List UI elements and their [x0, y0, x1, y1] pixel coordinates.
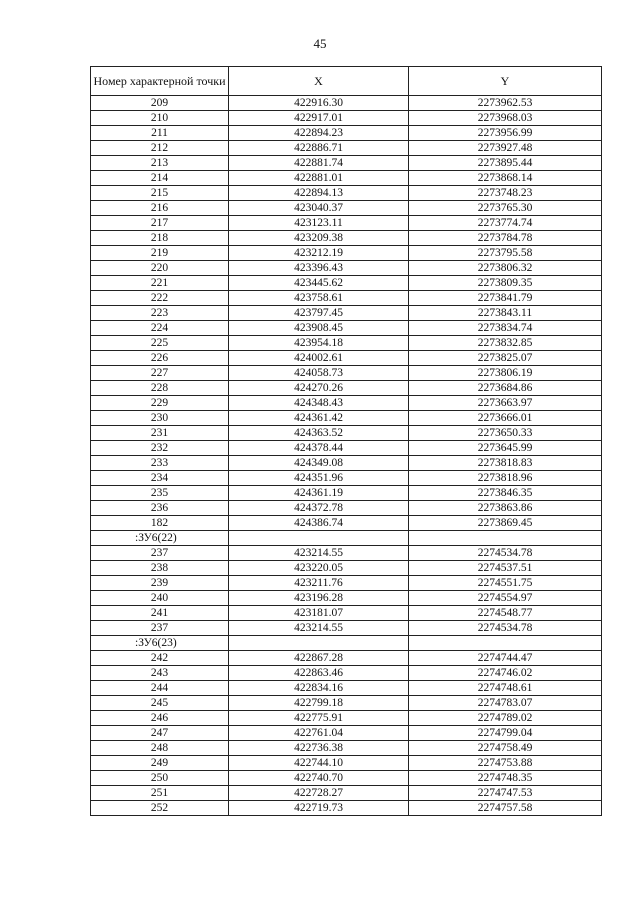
point-number-cell: 247 [91, 726, 229, 741]
point-number-cell: 229 [91, 396, 229, 411]
y-coordinate-cell: 2273645.99 [409, 441, 602, 456]
table-row [91, 291, 602, 306]
table-row [91, 726, 602, 741]
x-coordinate-cell: 422799.18 [229, 696, 409, 711]
x-coordinate-cell: 423908.45 [229, 321, 409, 336]
y-coordinate-cell: 2274753.88 [409, 756, 602, 771]
x-coordinate-cell: 422867.28 [229, 651, 409, 666]
table-row [91, 681, 602, 696]
y-coordinate-cell: 2273818.96 [409, 471, 602, 486]
point-number-cell: 210 [91, 111, 229, 126]
table-row [91, 696, 602, 711]
x-coordinate-cell: 422761.04 [229, 726, 409, 741]
point-number-cell: 209 [91, 96, 229, 111]
point-number-cell: 245 [91, 696, 229, 711]
y-coordinate-cell: 2273841.79 [409, 291, 602, 306]
x-coordinate-cell: 424361.42 [229, 411, 409, 426]
x-coordinate-cell: 422775.91 [229, 711, 409, 726]
x-coordinate-cell: 423212.19 [229, 246, 409, 261]
table-row [91, 276, 602, 291]
y-coordinate-cell: 2273968.03 [409, 111, 602, 126]
table-row [91, 621, 602, 636]
x-coordinate-cell: 424351.96 [229, 471, 409, 486]
point-number-cell: 249 [91, 756, 229, 771]
table-row [91, 186, 602, 201]
y-coordinate-cell: 2273869.45 [409, 516, 602, 531]
point-number-cell: 228 [91, 381, 229, 396]
x-coordinate-cell: 422834.16 [229, 681, 409, 696]
table-row [91, 711, 602, 726]
y-coordinate-cell: 2273806.19 [409, 366, 602, 381]
table-row [91, 651, 602, 666]
point-number-cell: 212 [91, 141, 229, 156]
x-coordinate-cell: 423220.05 [229, 561, 409, 576]
section-empty-cell [229, 636, 409, 651]
table-row [91, 456, 602, 471]
x-coordinate-cell: 424058.73 [229, 366, 409, 381]
table-row [91, 396, 602, 411]
point-number-cell: 227 [91, 366, 229, 381]
point-number-cell: 217 [91, 216, 229, 231]
table-row [91, 666, 602, 681]
x-coordinate-cell: 424349.08 [229, 456, 409, 471]
table-row [91, 336, 602, 351]
y-coordinate-cell: 2274748.35 [409, 771, 602, 786]
y-coordinate-cell: 2274744.47 [409, 651, 602, 666]
y-coordinate-cell: 2273834.74 [409, 321, 602, 336]
point-number-cell: 251 [91, 786, 229, 801]
y-coordinate-cell: 2273748.23 [409, 186, 602, 201]
point-number-cell: 234 [91, 471, 229, 486]
section-row [91, 531, 602, 546]
point-number-cell: 219 [91, 246, 229, 261]
y-coordinate-cell: 2274748.61 [409, 681, 602, 696]
x-coordinate-cell: 422917.01 [229, 111, 409, 126]
table-row [91, 576, 602, 591]
y-coordinate-cell: 2273962.53 [409, 96, 602, 111]
table-row [91, 141, 602, 156]
y-coordinate-cell: 2273795.58 [409, 246, 602, 261]
header-point-number: Номер характерной точки [91, 67, 229, 96]
table-row [91, 216, 602, 231]
point-number-cell: 236 [91, 501, 229, 516]
table-row [91, 561, 602, 576]
point-number-cell: 237 [91, 621, 229, 636]
table-header-row [91, 67, 602, 96]
y-coordinate-cell: 2273663.97 [409, 396, 602, 411]
header-x: X [229, 67, 409, 96]
table-row [91, 591, 602, 606]
table-row [91, 126, 602, 141]
y-coordinate-cell: 2274537.51 [409, 561, 602, 576]
x-coordinate-cell: 424372.78 [229, 501, 409, 516]
x-coordinate-cell: 422719.73 [229, 801, 409, 816]
y-coordinate-cell: 2274789.02 [409, 711, 602, 726]
point-number-cell: 248 [91, 741, 229, 756]
section-row [91, 636, 602, 651]
y-coordinate-cell: 2274783.07 [409, 696, 602, 711]
x-coordinate-cell: 422744.10 [229, 756, 409, 771]
point-number-cell: 218 [91, 231, 229, 246]
table-row [91, 606, 602, 621]
x-coordinate-cell: 423181.07 [229, 606, 409, 621]
y-coordinate-cell: 2273818.83 [409, 456, 602, 471]
section-label: :ЗУ6(23) [91, 636, 229, 651]
table-row [91, 306, 602, 321]
table-row [91, 321, 602, 336]
y-coordinate-cell: 2273684.86 [409, 381, 602, 396]
point-number-cell: 216 [91, 201, 229, 216]
table-row [91, 546, 602, 561]
table-row [91, 471, 602, 486]
section-empty-cell [409, 636, 602, 651]
x-coordinate-cell: 424270.26 [229, 381, 409, 396]
point-number-cell: 239 [91, 576, 229, 591]
y-coordinate-cell: 2273895.44 [409, 156, 602, 171]
y-coordinate-cell: 2274548.77 [409, 606, 602, 621]
y-coordinate-cell: 2273666.01 [409, 411, 602, 426]
point-number-cell: 182 [91, 516, 229, 531]
point-number-cell: 243 [91, 666, 229, 681]
x-coordinate-cell: 424378.44 [229, 441, 409, 456]
x-coordinate-cell: 422916.30 [229, 96, 409, 111]
point-number-cell: 215 [91, 186, 229, 201]
y-coordinate-cell: 2274554.97 [409, 591, 602, 606]
point-number-cell: 220 [91, 261, 229, 276]
point-number-cell: 231 [91, 426, 229, 441]
table-row [91, 756, 602, 771]
x-coordinate-cell: 424363.52 [229, 426, 409, 441]
y-coordinate-cell: 2274799.04 [409, 726, 602, 741]
x-coordinate-cell: 422881.01 [229, 171, 409, 186]
point-number-cell: 241 [91, 606, 229, 621]
table-row [91, 111, 602, 126]
y-coordinate-cell: 2273927.48 [409, 141, 602, 156]
table-row [91, 261, 602, 276]
header-y: Y [409, 67, 602, 96]
table-row [91, 516, 602, 531]
y-coordinate-cell: 2274551.75 [409, 576, 602, 591]
table-row [91, 171, 602, 186]
point-number-cell: 222 [91, 291, 229, 306]
y-coordinate-cell: 2274534.78 [409, 621, 602, 636]
point-number-cell: 250 [91, 771, 229, 786]
point-number-cell: 242 [91, 651, 229, 666]
x-coordinate-cell: 422740.70 [229, 771, 409, 786]
table-row [91, 156, 602, 171]
table-row [91, 426, 602, 441]
x-coordinate-cell: 424002.61 [229, 351, 409, 366]
y-coordinate-cell: 2273956.99 [409, 126, 602, 141]
section-empty-cell [409, 531, 602, 546]
x-coordinate-cell: 423954.18 [229, 336, 409, 351]
table-row [91, 366, 602, 381]
x-coordinate-cell: 423396.43 [229, 261, 409, 276]
x-coordinate-cell: 422894.23 [229, 126, 409, 141]
x-coordinate-cell: 423211.76 [229, 576, 409, 591]
x-coordinate-cell: 423797.45 [229, 306, 409, 321]
section-empty-cell [229, 531, 409, 546]
point-number-cell: 235 [91, 486, 229, 501]
table-body [91, 96, 602, 816]
y-coordinate-cell: 2273846.35 [409, 486, 602, 501]
point-number-cell: 211 [91, 126, 229, 141]
x-coordinate-cell: 422881.74 [229, 156, 409, 171]
point-number-cell: 232 [91, 441, 229, 456]
x-coordinate-cell: 423123.11 [229, 216, 409, 231]
point-number-cell: 252 [91, 801, 229, 816]
table-row [91, 441, 602, 456]
x-coordinate-cell: 422728.27 [229, 786, 409, 801]
x-coordinate-cell: 424386.74 [229, 516, 409, 531]
table-row [91, 246, 602, 261]
point-number-cell: 233 [91, 456, 229, 471]
y-coordinate-cell: 2274746.02 [409, 666, 602, 681]
y-coordinate-cell: 2274534.78 [409, 546, 602, 561]
section-label: :ЗУ6(22) [91, 531, 229, 546]
x-coordinate-cell: 422736.38 [229, 741, 409, 756]
point-number-cell: 213 [91, 156, 229, 171]
x-coordinate-cell: 422863.46 [229, 666, 409, 681]
table-row [91, 411, 602, 426]
point-number-cell: 225 [91, 336, 229, 351]
table-row [91, 231, 602, 246]
point-number-cell: 226 [91, 351, 229, 366]
point-number-cell: 244 [91, 681, 229, 696]
y-coordinate-cell: 2273809.35 [409, 276, 602, 291]
y-coordinate-cell: 2273868.14 [409, 171, 602, 186]
point-number-cell: 223 [91, 306, 229, 321]
y-coordinate-cell: 2273843.11 [409, 306, 602, 321]
point-number-cell: 230 [91, 411, 229, 426]
y-coordinate-cell: 2273765.30 [409, 201, 602, 216]
y-coordinate-cell: 2273806.32 [409, 261, 602, 276]
point-number-cell: 240 [91, 591, 229, 606]
y-coordinate-cell: 2273863.86 [409, 501, 602, 516]
page-number: 45 [313, 36, 327, 51]
point-number-cell: 238 [91, 561, 229, 576]
table-row [91, 771, 602, 786]
table-row [91, 351, 602, 366]
x-coordinate-cell: 424361.19 [229, 486, 409, 501]
coordinates-table [90, 66, 602, 816]
table-row [91, 381, 602, 396]
table-row [91, 786, 602, 801]
table-row [91, 801, 602, 816]
point-number-cell: 237 [91, 546, 229, 561]
point-number-cell: 221 [91, 276, 229, 291]
x-coordinate-cell: 422894.13 [229, 186, 409, 201]
y-coordinate-cell: 2274758.49 [409, 741, 602, 756]
y-coordinate-cell: 2273825.07 [409, 351, 602, 366]
x-coordinate-cell: 424348.43 [229, 396, 409, 411]
x-coordinate-cell: 423445.62 [229, 276, 409, 291]
table-row [91, 501, 602, 516]
x-coordinate-cell: 422886.71 [229, 141, 409, 156]
point-number-cell: 224 [91, 321, 229, 336]
table-row [91, 486, 602, 501]
y-coordinate-cell: 2273650.33 [409, 426, 602, 441]
x-coordinate-cell: 423214.55 [229, 621, 409, 636]
table-row [91, 741, 602, 756]
x-coordinate-cell: 423196.28 [229, 591, 409, 606]
y-coordinate-cell: 2273774.74 [409, 216, 602, 231]
y-coordinate-cell: 2273832.85 [409, 336, 602, 351]
y-coordinate-cell: 2274757.58 [409, 801, 602, 816]
table-row [91, 96, 602, 111]
point-number-cell: 214 [91, 171, 229, 186]
x-coordinate-cell: 423758.61 [229, 291, 409, 306]
x-coordinate-cell: 423040.37 [229, 201, 409, 216]
y-coordinate-cell: 2273784.78 [409, 231, 602, 246]
table-row [91, 201, 602, 216]
point-number-cell: 246 [91, 711, 229, 726]
y-coordinate-cell: 2274747.53 [409, 786, 602, 801]
x-coordinate-cell: 423214.55 [229, 546, 409, 561]
x-coordinate-cell: 423209.38 [229, 231, 409, 246]
